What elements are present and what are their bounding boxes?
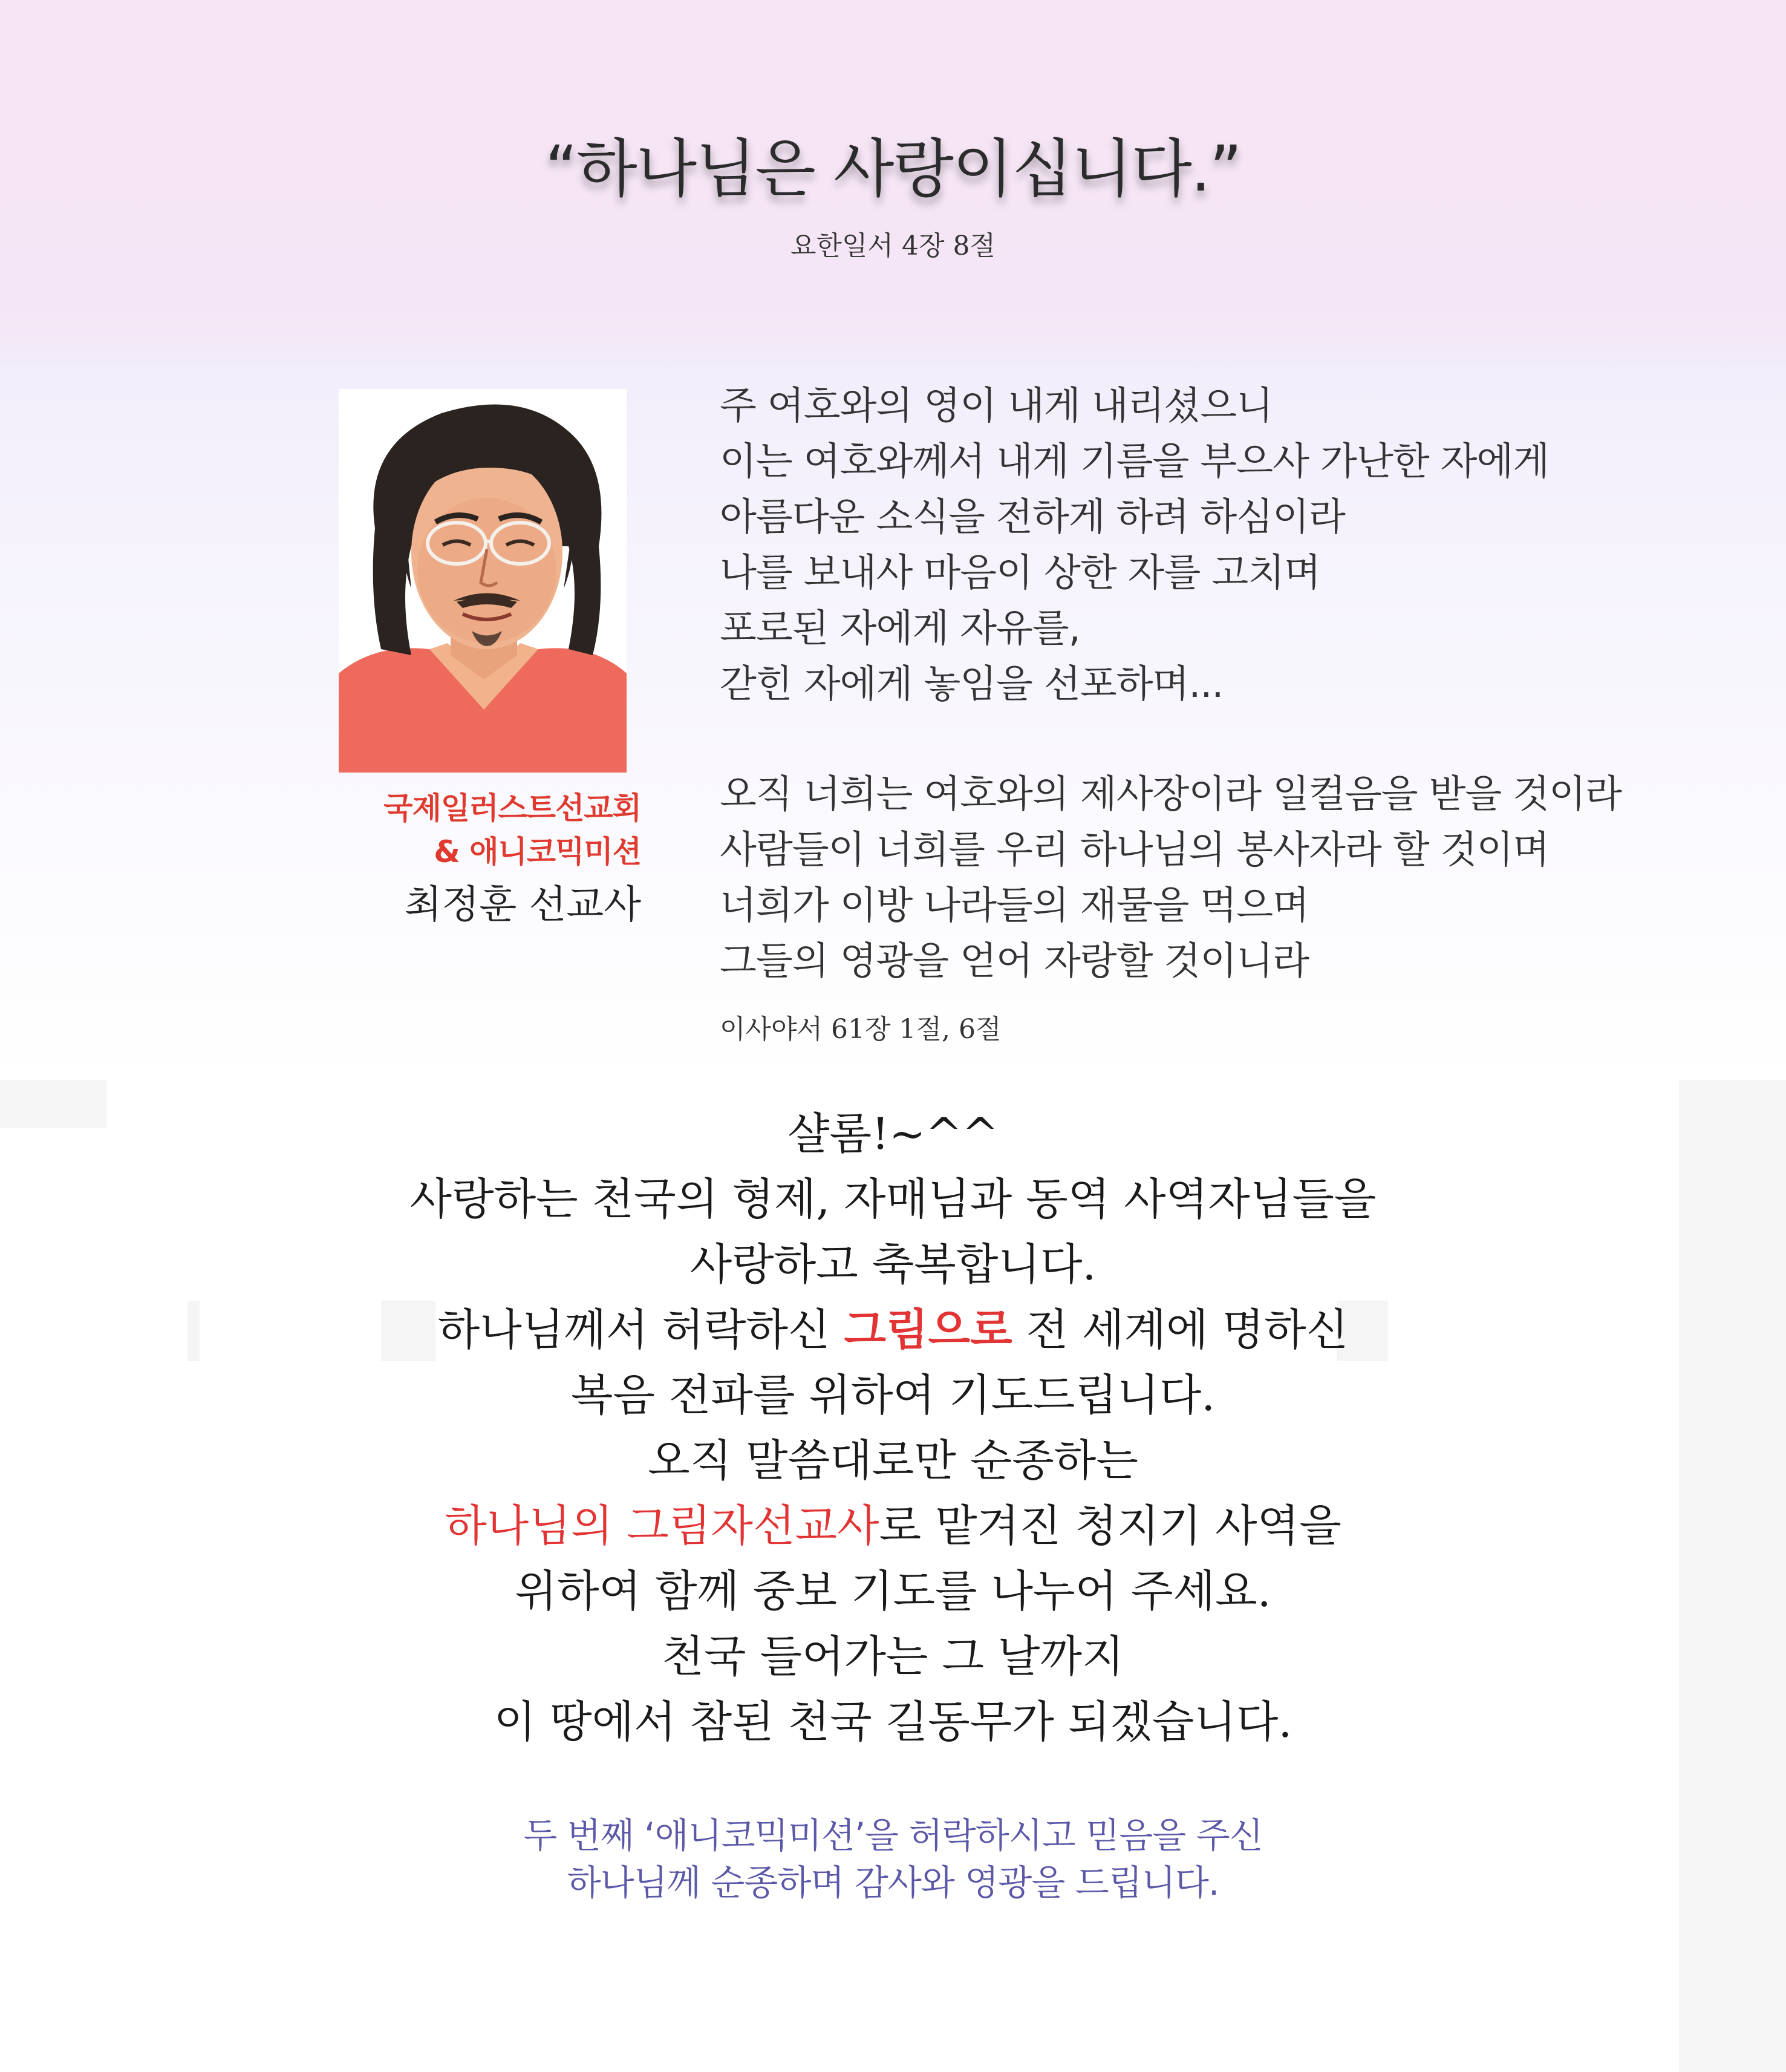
verse-line: 아름다운 소식을 전하게 하려 하심이라: [720, 495, 1345, 539]
letter-text: 전 세계에 명하신: [1012, 1304, 1349, 1355]
thanks-line: 두 번째 ‘애니코믹미션’을 허락하시고 믿음을 주신: [523, 1815, 1263, 1856]
highlight-text: 하나님의 그림자선교사: [445, 1500, 879, 1551]
org-name-line2: & 애니코믹미션: [434, 834, 641, 869]
thanks-line: 하나님께 순종하며 감사와 영광을 드립니다.: [567, 1862, 1219, 1903]
missionary-name: 최정훈 선교사: [404, 883, 641, 927]
thanks-message: [0, 1812, 1786, 1906]
greeting-letter: [0, 1101, 1786, 1754]
letter-line: 오직 말씀대로만 순종하는: [648, 1435, 1138, 1486]
letter-line: 샬롬!~^^: [787, 1108, 999, 1159]
org-name-line1: 국제일러스트선교회: [383, 791, 641, 826]
letter-text: 하나님께서 허락하신: [437, 1304, 844, 1355]
title-reference: 요한일서 4장 8절: [790, 230, 996, 261]
letter-line: 복음 전파를 위하여 기도드립니다.: [570, 1370, 1216, 1420]
letter-line: 사랑하고 축복합니다.: [689, 1239, 1097, 1290]
verse-line: 갇힌 자에게 놓임을 선포하며...: [720, 662, 1224, 706]
missionary-profile: [242, 786, 641, 944]
letter-line: [0, 1297, 1786, 1362]
verse-line: 이는 여호와께서 내게 기름을 부으사 가난한 자에게: [720, 439, 1550, 483]
scripture-verse: [720, 378, 1712, 989]
missionary-portrait: [339, 389, 627, 773]
verse-reference: 이사야서 61장 1절, 6절: [720, 1014, 1002, 1045]
letter-line: 사랑하는 천국의 형제, 자매님과 동역 사역자님들을: [409, 1174, 1377, 1224]
highlight-text: 그림으로: [844, 1304, 1012, 1355]
verse-line: 사람들이 너희를 우리 하나님의 봉사자라 할 것이며: [720, 828, 1550, 872]
letter-line: 천국 들어가는 그 날까지: [662, 1631, 1124, 1682]
letter-text: 로 맡겨진 청지기 사역을: [879, 1500, 1341, 1551]
page-title: “하나님은 사랑이십니다.”: [545, 132, 1241, 206]
verse-line: 나를 보내사 마음이 상한 자를 고치며: [720, 551, 1320, 595]
letter-line: 이 땅에서 참된 천국 길동무가 되겠습니다.: [494, 1696, 1292, 1747]
verse-line: 오직 너희는 여호와의 제사장이라 일컬음을 받을 것이라: [720, 772, 1621, 816]
verse-line: 포로된 자에게 자유를,: [720, 606, 1080, 650]
letter-line: 위하여 함께 중보 기도를 나누어 주세요.: [515, 1566, 1271, 1616]
verse-line: 너희가 이방 나라들의 재물을 먹으며: [720, 883, 1309, 927]
verse-line: 주 여호와의 영이 내게 내리셨으니: [720, 384, 1273, 428]
letter-line: [0, 1493, 1786, 1558]
verse-line: 그들의 영광을 얻어 자랑할 것이니라: [720, 939, 1309, 983]
